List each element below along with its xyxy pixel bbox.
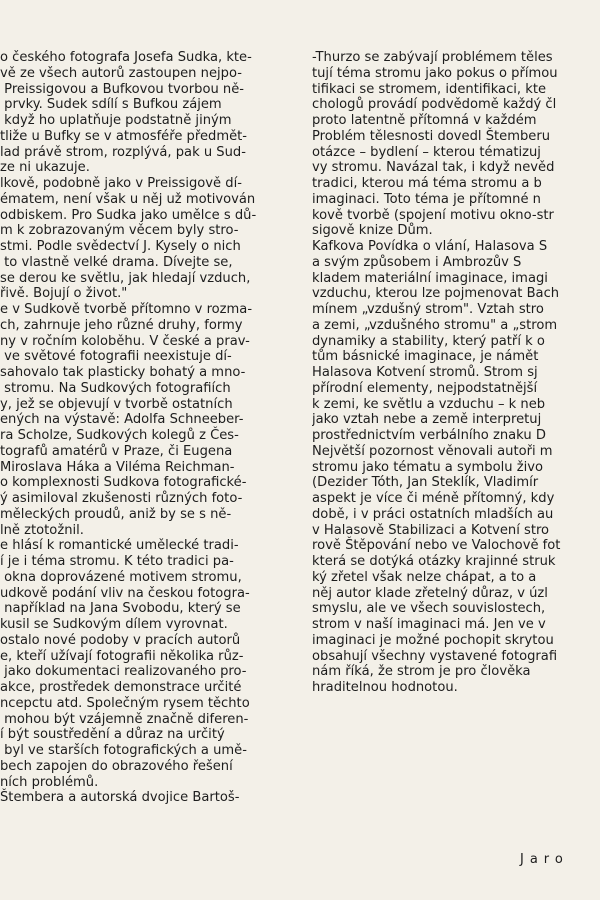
- left-column-line: e, kteří užívají fotografii několika růz-: [0, 648, 244, 664]
- right-column-line: a zemi, „vzdušného stromu" a „strom: [312, 317, 558, 333]
- right-text-column: [312, 50, 600, 696]
- right-column-line: nám říká, že strom je pro člověka: [312, 664, 531, 680]
- left-column-line: ra Scholze, Sudkových kolegů z Čes-: [0, 428, 239, 443]
- left-column-line: když ho uplatňuje podstatně jiným: [0, 113, 232, 128]
- left-column-line: stromu. Na Sudkových fotografiích: [0, 380, 231, 396]
- left-column-line: ý asimiloval zkušenosti různých foto-: [0, 491, 243, 506]
- right-column-line: (Dezider Tóth, Jan Steklík, Vladimír: [312, 475, 539, 491]
- right-column-line: chologů provádí podvědomě každý čl: [312, 97, 557, 113]
- right-column-line: imaginaci je možné pochopit skrytou: [312, 632, 554, 648]
- left-column-line: o českého fotografa Josefa Sudka, kte-: [0, 50, 252, 65]
- right-column-line: vzduchu, kterou lze pojmenovat Bach: [312, 286, 560, 302]
- left-column-line: e hlásí k romantické umělecké tradi-: [0, 538, 239, 554]
- left-column-line: stmi. Podle svědectví J. Kysely o nich: [0, 239, 241, 254]
- left-column-line: ze ni ukazuje.: [0, 160, 90, 176]
- right-column-line: otázce – bydlení – kterou tématizuj: [312, 144, 541, 160]
- right-column-line: rově Štěpování nebo ve Valochově fot: [312, 538, 561, 554]
- left-column-line: ncepctu atd. Společným rysem těchto: [0, 695, 250, 711]
- left-column-line: lně ztotožnil.: [0, 522, 84, 538]
- left-column-line: odbiskem. Pro Sudka jako umělce s dů-: [0, 207, 257, 223]
- left-column-line: lkově, podobně jako v Preissigově dí-: [0, 176, 242, 191]
- left-column-line: ostalo nové podoby v pracích autorů: [0, 632, 241, 648]
- left-column-line: e v Sudkově tvorbě přítomno v rozma-: [0, 302, 253, 317]
- right-column-line: přírodní elementy, nejpodstatnější: [312, 380, 538, 396]
- right-column-line: Problém tělesnosti dovedl Štemberu: [312, 128, 551, 144]
- right-column-line: něj autor klade zřetelný důraz, v úzl: [312, 585, 548, 601]
- right-column-line: době, i v práci ostatních mladších au: [312, 506, 554, 522]
- left-column-line: ních problémů.: [0, 774, 99, 790]
- right-column-line: Halasova Kotvení stromů. Strom sj: [312, 365, 538, 380]
- right-column-line: ký zřetel však nelze chápat, a to a: [312, 569, 537, 585]
- right-column-line: tují téma stromu jako pokus o přímou: [312, 65, 558, 81]
- left-column-line: tliže u Bufky se v atmosféře předmět-: [0, 128, 247, 144]
- left-column-line: ématem, není však u něj už motivován: [0, 191, 256, 207]
- right-column-line: -Thurzo se zabývají problémem těles: [312, 50, 553, 65]
- right-column-line: smyslu, ale ve všech souvislostech,: [312, 601, 546, 617]
- right-column-line: stromu jako tématu a symbolu živo: [312, 459, 543, 475]
- right-column-line: kově tvorbě (spojení motivu okno-str: [312, 207, 554, 223]
- left-column-line: to vlastně velké drama. Dívejte se,: [0, 254, 233, 270]
- left-column-line: řivě. Bojují o život.": [0, 286, 128, 302]
- left-column-line: bech zapojen do obrazového řešení: [0, 758, 233, 774]
- left-column-line: tografů amatérů v Praze, či Eugena: [0, 443, 233, 459]
- right-column-line: hraditelnou hodnotou.: [312, 680, 458, 695]
- right-column-line: prostřednictvím verbálního znaku D: [312, 428, 546, 443]
- right-column-line: sigově knize Dům.: [312, 223, 433, 239]
- left-text-column: [0, 50, 300, 806]
- left-column-line: kusil se Sudkovým dílem vyrovnat.: [0, 617, 228, 632]
- right-column-line: Kafkova Povídka o vlání, Halasova S: [312, 239, 548, 254]
- author-signature: Jaro: [520, 852, 569, 867]
- right-column-line: aspekt je více či méně přítomný, kdy: [312, 491, 555, 506]
- left-column-line: měleckých proudů, aniž by se s ně-: [0, 506, 232, 522]
- left-column-line: Štembera a autorská dvojice Bartoš-: [0, 790, 240, 806]
- left-column-line: jako dokumentaci realizovaného pro-: [0, 664, 247, 680]
- right-column-line: strom v naší imaginaci má. Jen ve v: [312, 617, 546, 632]
- right-column-line: obsahují všechny vystavené fotografi: [312, 648, 558, 664]
- right-column-line: tům básnické imaginace, je námět: [312, 349, 539, 365]
- right-column-line: tifikaci se stromem, identifikaci, kte: [312, 81, 547, 97]
- left-column-line: akce, prostředek demonstrace určité: [0, 680, 242, 695]
- left-column-line: í být soustředění a důraz na určitý: [0, 727, 225, 743]
- left-column-line: o komplexnosti Sudkova fotografické-: [0, 475, 247, 491]
- left-column-line: ny v ročním koloběhu. V české a prav-: [0, 333, 250, 349]
- left-column-line: mohou být vzájemně značně diferen-: [0, 711, 249, 727]
- left-column-line: Preissigovou a Bufkovou tvorbou ně-: [0, 81, 245, 97]
- left-column-line: udkově podání vliv na českou fotogra-: [0, 585, 250, 601]
- right-column-line: mínem „vzdušný strom". Vztah stro: [312, 302, 544, 317]
- right-column-line: která se dotýká otázky krajinné struk: [312, 554, 556, 569]
- left-column-line: í je i téma stromu. K této tradici pa-: [0, 554, 234, 569]
- left-column-line: například na Jana Svobodu, který se: [0, 601, 241, 617]
- left-column-line: Miroslava Háka a Viléma Reichman-: [0, 459, 235, 475]
- right-column-line: jako vztah nebe a země interpretuj: [312, 412, 542, 428]
- left-column-line: m k zobrazovaným věcem byly stro-: [0, 223, 239, 239]
- left-column-line: okna doprovázené motivem stromu,: [0, 569, 242, 585]
- right-column-line: k zemi, ke světlu a vzduchu – k neb: [312, 396, 546, 412]
- left-column-line: lad právě strom, rozplývá, pak u Sud-: [0, 144, 246, 160]
- right-column-line: dynamiky a stability, který patří k o: [312, 333, 545, 349]
- left-column-line: ených na výstavě: Adolfa Schneeber-: [0, 412, 244, 428]
- left-column-line: y, jež se objevují v tvorbě ostatních: [0, 396, 233, 412]
- right-column-line: proto latentně přítomná v každém: [312, 113, 537, 128]
- right-column-line: a svým způsobem i Ambrozův S: [312, 254, 522, 270]
- left-column-line: ch, zahrnuje jeho různé druhy, formy: [0, 317, 243, 333]
- right-column-line: Největší pozornost věnovali autoři m: [312, 443, 553, 459]
- left-column-line: byl ve starších fotografických a umě-: [0, 743, 247, 758]
- right-column-line: kladem materiální imaginace, imagi: [312, 270, 548, 286]
- left-column-line: prvky. Sudek sdílí s Bufkou zájem: [0, 97, 222, 113]
- right-column-line: tradici, kterou má téma stromu a b: [312, 176, 542, 191]
- left-column-line: sahovalo tak plasticky bohatý a mno-: [0, 365, 246, 380]
- left-column-line: ve světové fotografii neexistuje dí-: [0, 349, 232, 365]
- right-column-line: v Halasově Stabilizaci a Kotvení stro: [312, 522, 550, 538]
- right-column-line: vy stromu. Navázal tak, i když nevěd: [312, 160, 555, 176]
- left-column-line: vě ze všech autorů zastoupen nejpo-: [0, 65, 242, 81]
- left-column-line: se derou ke světlu, jak hledají vzduch,: [0, 270, 251, 286]
- right-column-line: imaginaci. Toto téma je přítomné n: [312, 191, 541, 207]
